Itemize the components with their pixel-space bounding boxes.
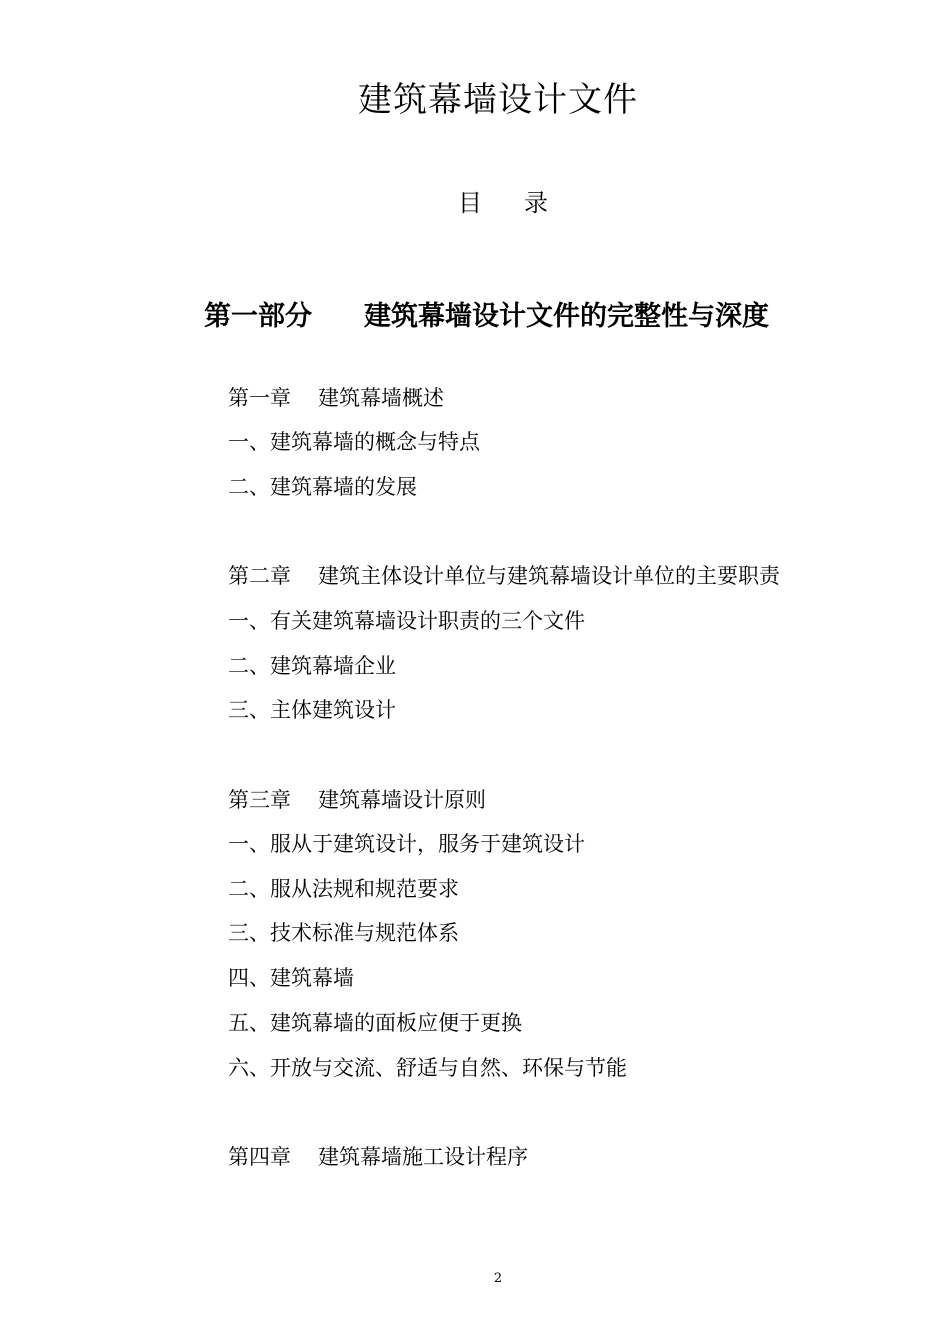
chapter-title: 建筑幕墙设计原则 [318, 788, 486, 812]
toc-item: 三、主体建筑设计 [228, 698, 396, 722]
toc-item: 三、技术标准与规范体系 [228, 921, 459, 945]
chapter-label: 第四章 [228, 1145, 291, 1169]
chapter-title: 建筑主体设计单位与建筑幕墙设计单位的主要职责 [318, 564, 780, 588]
toc-item: 一、有关建筑幕墙设计职责的三个文件 [228, 609, 585, 633]
toc-item: 五、建筑幕墙的面板应便于更换 [228, 1011, 522, 1035]
toc-item: 二、建筑幕墙企业 [228, 654, 396, 678]
toc-chapter-2 [228, 561, 780, 591]
chapter-label: 第二章 [228, 564, 291, 588]
page-number: 2 [493, 1271, 503, 1286]
toc-item: 一、服从于建筑设计，服务于建筑设计 [228, 832, 585, 856]
chapter-label: 第三章 [228, 788, 291, 812]
chapter-title: 建筑幕墙概述 [318, 386, 444, 410]
part-heading [204, 298, 769, 336]
chapter-label: 第一章 [228, 386, 291, 410]
document-title: 建筑幕墙设计文件 [358, 80, 638, 120]
part-label: 第一部分 [204, 301, 312, 332]
part-title: 建筑幕墙设计文件的完整性与深度 [364, 301, 769, 332]
toc-item: 二、建筑幕墙的发展 [228, 475, 417, 499]
toc-chapter-1 [228, 383, 444, 413]
toc-heading-char-1: 目 [458, 189, 482, 217]
toc-heading [0, 186, 950, 220]
toc-item: 四、建筑幕墙 [228, 966, 354, 990]
toc-chapter-3 [228, 785, 486, 815]
toc-item: 一、建筑幕墙的概念与特点 [228, 430, 480, 454]
toc-item: 六、开放与交流、舒适与自然、环保与节能 [228, 1056, 627, 1080]
toc-heading-char-2: 录 [524, 189, 548, 217]
toc-item: 二、服从法规和规范要求 [228, 877, 459, 901]
toc-chapter-4 [228, 1142, 528, 1172]
chapter-title: 建筑幕墙施工设计程序 [318, 1145, 528, 1169]
